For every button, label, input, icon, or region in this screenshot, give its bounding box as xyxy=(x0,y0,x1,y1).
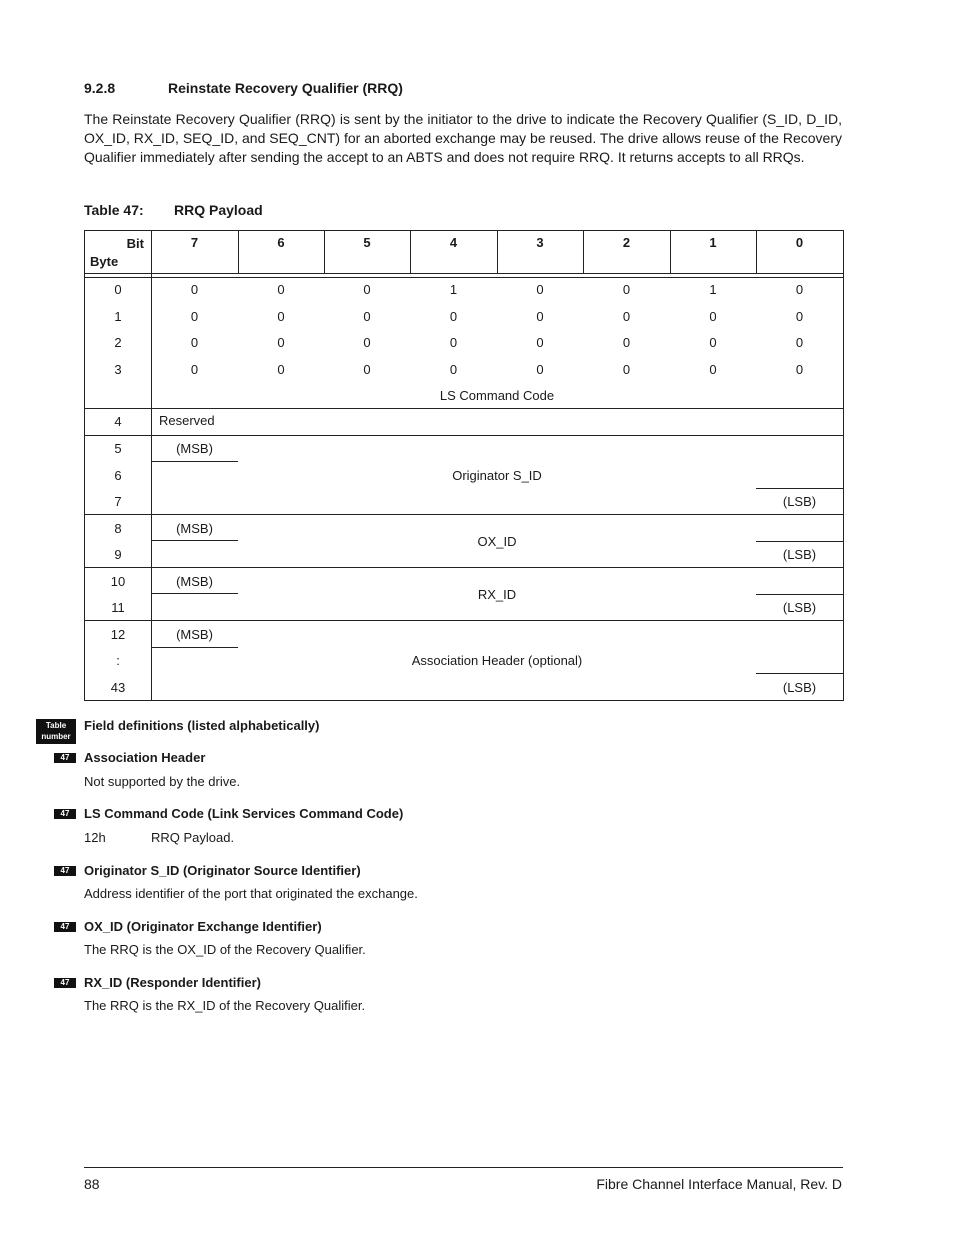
bit-value: 0 xyxy=(709,309,717,324)
byte-7: 7 xyxy=(114,494,122,509)
bit-value: 0 xyxy=(622,282,631,297)
table-caption-number: Table 47: xyxy=(84,202,144,218)
table-ref-badge: 47 xyxy=(54,978,76,988)
oxid-lsb: (LSB) xyxy=(782,547,817,562)
bit-value: 0 xyxy=(449,362,458,377)
field-body-originator-sid: Address identifier of the port that originated the exchange. xyxy=(84,886,418,901)
section-number: 9.2.8 xyxy=(84,80,116,96)
bit-value: 0 xyxy=(795,282,804,297)
row-divider xyxy=(84,567,844,568)
bit-value: 0 xyxy=(709,335,717,350)
bit-value: 0 xyxy=(363,309,371,324)
field-title-ls-command-code: LS Command Code (Link Services Command Code) xyxy=(84,806,404,821)
lsb-overline xyxy=(756,673,844,674)
byte-12: 12 xyxy=(110,627,126,642)
bit-value: 0 xyxy=(363,282,371,297)
field-body-rxid: The RRQ is the RX_ID of the Recovery Qualifier. xyxy=(84,998,366,1013)
bit-value: 0 xyxy=(709,362,717,377)
byte-5: 5 xyxy=(114,441,122,456)
header-bit-7: 7 xyxy=(190,235,199,250)
oxid-msb: (MSB) xyxy=(176,521,213,536)
table-tag-line2: number xyxy=(41,732,71,741)
field-body-ls-command-code: RRQ Payload. xyxy=(151,830,235,845)
table-ref-badge: 47 xyxy=(54,922,76,932)
bit-value: 0 xyxy=(795,309,804,324)
table-border-top xyxy=(84,230,844,231)
originator-lsb: (LSB) xyxy=(782,494,817,509)
table-border-right xyxy=(843,230,844,701)
lsb-overline xyxy=(756,488,844,489)
bit-value: 0 xyxy=(277,282,285,297)
table-ref-badge: 47 xyxy=(54,866,76,876)
header-bit-6: 6 xyxy=(277,235,285,250)
bit-divider xyxy=(497,230,498,274)
byte-1: 1 xyxy=(114,309,122,324)
reserved-label: Reserved xyxy=(159,413,215,428)
bit-value: 0 xyxy=(190,282,199,297)
msb-underline xyxy=(151,647,238,648)
lsb-overline xyxy=(756,541,844,542)
row-divider xyxy=(84,620,844,621)
byte-11: 11 xyxy=(111,600,125,615)
msb-underline xyxy=(151,461,238,462)
header-byte-label: Byte xyxy=(90,254,119,269)
bit-divider xyxy=(756,230,757,274)
row-divider xyxy=(84,514,844,515)
footer-rule xyxy=(84,1167,843,1168)
header-bit-label: Bit xyxy=(126,236,144,251)
bit-value: 0 xyxy=(536,309,544,324)
msb-underline xyxy=(151,593,238,594)
table-ref-badge: 47 xyxy=(54,809,76,819)
byte-2: 2 xyxy=(114,335,122,350)
header-divider-2 xyxy=(84,277,844,278)
rxid-lsb: (LSB) xyxy=(782,600,817,615)
header-bit-3: 3 xyxy=(536,235,544,250)
bit-value: 0 xyxy=(449,309,458,324)
originator-msb: (MSB) xyxy=(176,441,213,456)
bit-value: 0 xyxy=(795,362,804,377)
field-body-association-header: Not supported by the drive. xyxy=(84,774,241,789)
header-bit-2: 2 xyxy=(622,235,631,250)
byte-8: 8 xyxy=(114,521,122,536)
byte-range-colon: : xyxy=(116,653,120,668)
bit-value: 0 xyxy=(277,309,285,324)
field-title-oxid: OX_ID (Originator Exchange Identifier) xyxy=(84,919,322,934)
byte-4: 4 xyxy=(114,414,122,429)
byte-0: 0 xyxy=(114,282,122,297)
field-code-12h: 12h xyxy=(84,830,106,845)
msb-underline xyxy=(151,540,238,541)
bit-value: 1 xyxy=(709,282,717,297)
byte-9: 9 xyxy=(114,547,122,562)
document-title: Fibre Channel Interface Manual, Rev. D xyxy=(596,1176,842,1192)
field-title-rxid: RX_ID (Responder Identifier) xyxy=(84,975,261,990)
intro-paragraph: The Reinstate Recovery Qualifier (RRQ) is sent by the initiator to the drive to indicate the Recovery Qualifier (S_ID, D_ID, OX_ID, RX_ID, SEQ_ID, and SEQ_CNT) for an aborted exchange may be reused. The drive allows reuse of the Recovery Qualifier immediately after sending the accept to an ABTS and does not require RRQ. It returns accepts to all RRQs. xyxy=(84,111,842,165)
rxid-label: RX_ID xyxy=(477,587,517,602)
bit-value: 0 xyxy=(190,362,199,377)
originator-sid-label: Originator S_ID xyxy=(452,468,542,483)
bit-value: 0 xyxy=(190,335,199,350)
byte-3: 3 xyxy=(114,362,122,377)
bit-value: 0 xyxy=(622,362,631,377)
bit-value: 0 xyxy=(536,282,544,297)
bit-value: 0 xyxy=(363,335,371,350)
header-bit-5: 5 xyxy=(363,235,371,250)
field-definitions-heading: Field definitions (listed alphabetically) xyxy=(84,718,320,733)
bit-value: 0 xyxy=(622,309,631,324)
bit-divider xyxy=(670,230,671,274)
bit-divider xyxy=(583,230,584,274)
field-title-originator-sid: Originator S_ID (Originator Source Identifier) xyxy=(84,863,361,878)
table-ref-badge: 47 xyxy=(54,753,76,763)
bit-value: 0 xyxy=(536,335,544,350)
byte-column-divider xyxy=(151,230,152,701)
ls-command-code-label: LS Command Code xyxy=(439,388,555,403)
bit-divider xyxy=(238,230,239,274)
field-body-oxid: The RRQ is the OX_ID of the Recovery Qualifier. xyxy=(84,942,366,957)
header-bit-0: 0 xyxy=(795,235,804,250)
oxid-label: OX_ID xyxy=(477,534,517,549)
bit-value: 1 xyxy=(449,282,458,297)
table-number-tag xyxy=(36,719,76,744)
header-bit-1: 1 xyxy=(709,235,717,250)
bit-value: 0 xyxy=(190,309,199,324)
lsb-overline xyxy=(756,594,844,595)
assoc-msb: (MSB) xyxy=(176,627,213,642)
byte-10: 10 xyxy=(110,574,126,589)
page-number: 88 xyxy=(84,1176,100,1192)
header-divider-1 xyxy=(84,273,844,274)
bit-value: 0 xyxy=(277,335,285,350)
rxid-msb: (MSB) xyxy=(176,574,213,589)
bit-value: 0 xyxy=(449,335,458,350)
table-border-bottom xyxy=(84,700,844,701)
bit-value: 0 xyxy=(795,335,804,350)
bit-value: 0 xyxy=(536,362,544,377)
field-title-association-header: Association Header xyxy=(84,750,206,765)
row-divider xyxy=(84,435,844,436)
bit-divider xyxy=(324,230,325,274)
row-divider xyxy=(84,408,844,409)
table-caption-title: RRQ Payload xyxy=(174,202,263,218)
bit-value: 0 xyxy=(363,362,371,377)
table-tag-line1: Table xyxy=(45,721,67,730)
bit-value: 0 xyxy=(622,335,631,350)
header-bit-4: 4 xyxy=(449,235,458,250)
assoc-lsb: (LSB) xyxy=(782,680,817,695)
assoc-header-label: Association Header (optional) xyxy=(411,653,583,668)
section-title: Reinstate Recovery Qualifier (RRQ) xyxy=(168,80,403,96)
bit-value: 0 xyxy=(277,362,285,377)
bit-divider xyxy=(410,230,411,274)
byte-43: 43 xyxy=(110,680,126,695)
byte-6: 6 xyxy=(114,468,122,483)
table-border-left xyxy=(84,230,85,701)
